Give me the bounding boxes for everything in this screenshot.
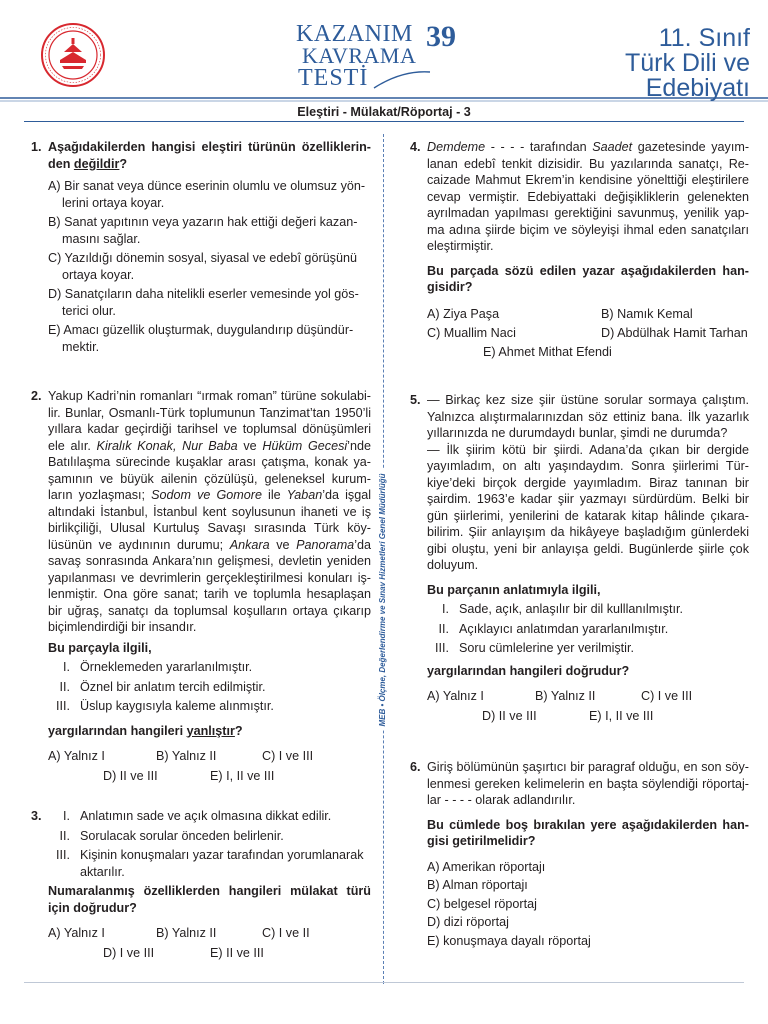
topic-title: Eleştiri - Mülakat/Röportaj - 3 — [297, 105, 471, 119]
brand-line-2: KAVRAMA — [302, 43, 417, 68]
question-3 — [31, 808, 371, 964]
option-a[interactable]: A) Bir sanat veya dünce eserinin olumlu ve olumsuz yön-lerini ortaya koyar. — [48, 179, 366, 210]
choice-c[interactable]: C) Muallim Naci — [427, 325, 516, 340]
choice-e[interactable]: E) I, II ve III — [210, 769, 275, 783]
stem-end: ? — [119, 156, 128, 171]
question-6 — [410, 759, 749, 949]
statement-2: II. Öznel bir anlatım tercih edilmiştir. — [59, 679, 266, 694]
option-list — [427, 859, 749, 950]
test-number: 39 — [426, 20, 456, 53]
choice-a[interactable]: A) Yalnız I — [427, 689, 484, 703]
header-rule — [0, 93, 768, 103]
stem-text: Aşağıdakilerden hangisi eleştiri türünün özelliklerin-den — [48, 140, 371, 171]
question-number: 2. — [31, 389, 42, 403]
question-ask: yargılarından hangileri doğrudur? — [427, 663, 630, 678]
question-1 — [31, 139, 371, 355]
stem-underlined: değildir — [73, 156, 120, 171]
choice-d[interactable]: D) II ve III — [103, 769, 158, 783]
statement-3: III. Üslup kaygısıyla kaleme alınmıştır. — [56, 699, 274, 713]
question-ask: yargılarından hangileri yanlıştır? — [48, 723, 243, 738]
choice-row-1 — [427, 688, 749, 707]
choice-a[interactable]: A) Ziya Paşa — [427, 306, 500, 321]
option-d[interactable]: D) Sanatçıların daha nitelikli eserler vemesinde yol gös-terici olur. — [48, 287, 359, 318]
option-e[interactable]: E) Amacı güzellik oluşturmak, duygulandırıp düşündür-mektir. — [48, 323, 354, 354]
statement-lead: Bu parçayla ilgili, — [48, 640, 152, 655]
statement-1: I. Örneklemeden yararlanılmıştır. — [63, 660, 253, 674]
question-stem: Giriş bölümünün şaşırtıcı bir paragraf olduğu, en son söy-lenmesi gereken kelimelerin en başta söylendiği röportaj-lar - - - - olarak adlandırılır. — [427, 760, 749, 807]
choice-e[interactable]: E) I, II ve III — [589, 709, 654, 723]
question-number: 1. — [31, 140, 42, 154]
choice-row-2 — [427, 708, 749, 727]
question-ask: Bu parçada sözü edilen yazar aşağıdakilerden han-gisidir? — [427, 263, 749, 294]
kazanim-kavrama-testi-logo — [296, 20, 466, 92]
choice-e[interactable]: E) II ve III — [210, 946, 264, 960]
question-5 — [410, 392, 749, 727]
question-2 — [31, 388, 371, 787]
subject-line-3: Edebiyatı — [645, 74, 750, 102]
brand-line-3: TESTİ — [298, 65, 369, 91]
choice-a[interactable]: A) Yalnız I — [48, 749, 105, 763]
subject-line-2: Türk Dili ve — [624, 49, 750, 77]
statement-2: II. Sorulacak sorular önceden belirlenir. — [59, 828, 284, 843]
choice-d[interactable]: D) I ve III — [103, 946, 155, 960]
choice-d[interactable]: D) II ve III — [482, 709, 537, 723]
subject-title — [625, 26, 750, 101]
choice-b[interactable]: B) Yalnız II — [156, 926, 217, 940]
topic-rule — [24, 121, 744, 122]
side-label-text: MEB • Ölçme, Değerlendirme ve Sınav Hizmetleri Genel Müdürlüğü — [375, 469, 392, 730]
question-ask: Numaralanmış özelliklerden hangileri mülakat türü için doğrudur? — [48, 884, 371, 915]
dialogue-answer: — İlk şiirim kötü bir şiirdi. Adana’da çıkan bir dergide yayımladım, on altı yaşındaydım. Sonra şiirlerimi Tür-kiye’deki birçok dergide yayımladım. Biraz tanınan bir şairdim. 1963’e kadar şiir yazmayı sürdürdüm. Belki bir gün şiirlerimi, yenilerini de katarak kitap hâlinde çıkara-bilirim. Şiir anlayışım da hikâyeye başladığım günlerdeki gibi oluştu, yeni bir anlayışa geldi. Bugünlerde şiirle çok doluyum. — [427, 442, 749, 572]
question-passage: Demdeme - - - - tarafından Saadet gazetesinde yayım-lanan edebî tenkit dizisidir. Bu yazılarında sanatçı, Re-caizade Mahmut Ekrem’in kendisine yönelttiği eleştirilere cevap vermiştir. Edebiyattaki değişikliklerin gelenekten ayrılmadan yapılması gerektiğini savunmuş, yenilik yap-ma adına şiirde biçim ve söyleyişi ihmal eden sanatçıları eleştirmiştir. — [427, 140, 750, 253]
question-passage: Yakup Kadri’nin romanları “ırmak roman” türüne sokulabi-lir. Bunlar, Osmanlı-Türk toplumunun Tanzimat’tan 1950’li yıllara kadar geçirdiği tarihsel ve toplumsal dönüşümleri ele alır. Kiralık Konak, Nur Baba ve Hüküm Gecesi’nde Batılılaşma sürecinde kuşaklar arası çatışma, konak ya-şamının ve büyük ailenin çözülüşü, geleneksel kurum-ların yozlaşması; Sodom ve Gomore ile Yaban’da işgal altındaki İstanbul, İstanbul kent soylusunun ihaneti ve iş birlikçiliği, Ulusal Kurtuluş Savaşı sırasında Türk köy-lüsünün ve aydınının durumu; Ankara ve Panorama’da savaş sonrasında Ankara’nın gelişmesi, devletin yeniden yapılanması ve devrimlerin gerçekleştirilmesi konuları iş-lenmiştir. Ona göre sanat; tarih ve toplumla hesaplaşan bir uğraş, sanatçı da toplumsal koşulların ortaya çıkarıp biçimlendirdiği bir insandır. — [48, 389, 371, 634]
option-c[interactable]: C) belgesel röportaj — [427, 896, 537, 911]
ministry-seal-icon — [40, 22, 106, 88]
choice-b[interactable]: B) Namık Kemal — [601, 306, 693, 321]
choice-b[interactable]: B) Yalnız II — [535, 689, 596, 703]
question-number: 3. — [31, 809, 42, 823]
statement-1: I. Sade, açık, anlaşılır bir dil kulllanılmıştır. — [442, 602, 683, 616]
choice-row-2 — [48, 768, 371, 787]
choice-b[interactable]: B) Yalnız II — [156, 749, 217, 763]
dialogue-question: — Birkaç kez size şiir üstüne sorular sormaya çalıştım. Yalnızca alıştırmalarınızdan söz ettiniz bana. İlk yazarlık yıllarınızda ne durumdaydı bunlar, şimdi ne durumda? — [427, 393, 749, 440]
choice-row-3 — [427, 344, 749, 363]
brand-line-1: KAZANIM — [296, 21, 413, 47]
choice-e[interactable]: E) Ahmet Mithat Efendi — [483, 344, 612, 359]
bottom-rule — [24, 982, 744, 983]
choice-d[interactable]: D) Abdülhak Hamit Tarhan — [601, 325, 748, 340]
option-b[interactable]: B) Sanat yapıtının veya yazarın hak ettiği değeri kazan-masını sağlar. — [48, 215, 358, 246]
statement-3: III. Soru cümlelerine yer verilmiştir. — [435, 641, 634, 655]
choice-c[interactable]: C) I ve II — [262, 926, 310, 940]
choice-row-1 — [427, 306, 749, 325]
swoosh-icon — [372, 68, 432, 90]
question-4 — [410, 139, 750, 363]
choice-a[interactable]: A) Yalnız I — [48, 926, 105, 940]
question-stem — [48, 139, 371, 172]
statement-2: II. Açıklayıcı anlatımdan yararlanılmıştır. — [438, 621, 669, 636]
option-d[interactable]: D) dizi röportaj — [427, 915, 509, 929]
option-a[interactable]: A) Amerikan röportajı — [427, 859, 546, 874]
statement-3: III. Kişinin konuşmaları yazar tarafından yorumlanarak aktarılır. — [56, 848, 364, 879]
option-e[interactable]: E) konuşmaya dayalı röportaj — [427, 933, 591, 948]
statement-1: I. Anlatımın sade ve açık olmasına dikkat edilir. — [63, 809, 332, 823]
subject-line-1: 11. Sınıf — [658, 24, 750, 52]
choice-row-1 — [48, 925, 371, 944]
choice-c[interactable]: C) I ve III — [641, 689, 693, 703]
choice-row-1 — [48, 748, 371, 767]
choice-row-2 — [48, 945, 371, 964]
option-list — [48, 178, 371, 355]
question-number: 4. — [410, 140, 421, 154]
question-number: 6. — [410, 760, 421, 774]
choice-row-2 — [427, 325, 749, 344]
option-b[interactable]: B) Alman röportajı — [427, 878, 528, 892]
choice-c[interactable]: C) I ve III — [262, 749, 314, 763]
option-c[interactable]: C) Yazıldığı dönemin sosyal, siyasal ve edebî görüşünü ortaya koyar. — [48, 251, 357, 282]
question-ask: Bu cümlede boş bırakılan yere aşağıdakilerden han-gisi getirilmelidir? — [427, 817, 749, 848]
statement-lead: Bu parçanın anlatımıyla ilgili, — [427, 582, 601, 597]
question-number: 5. — [410, 393, 421, 407]
